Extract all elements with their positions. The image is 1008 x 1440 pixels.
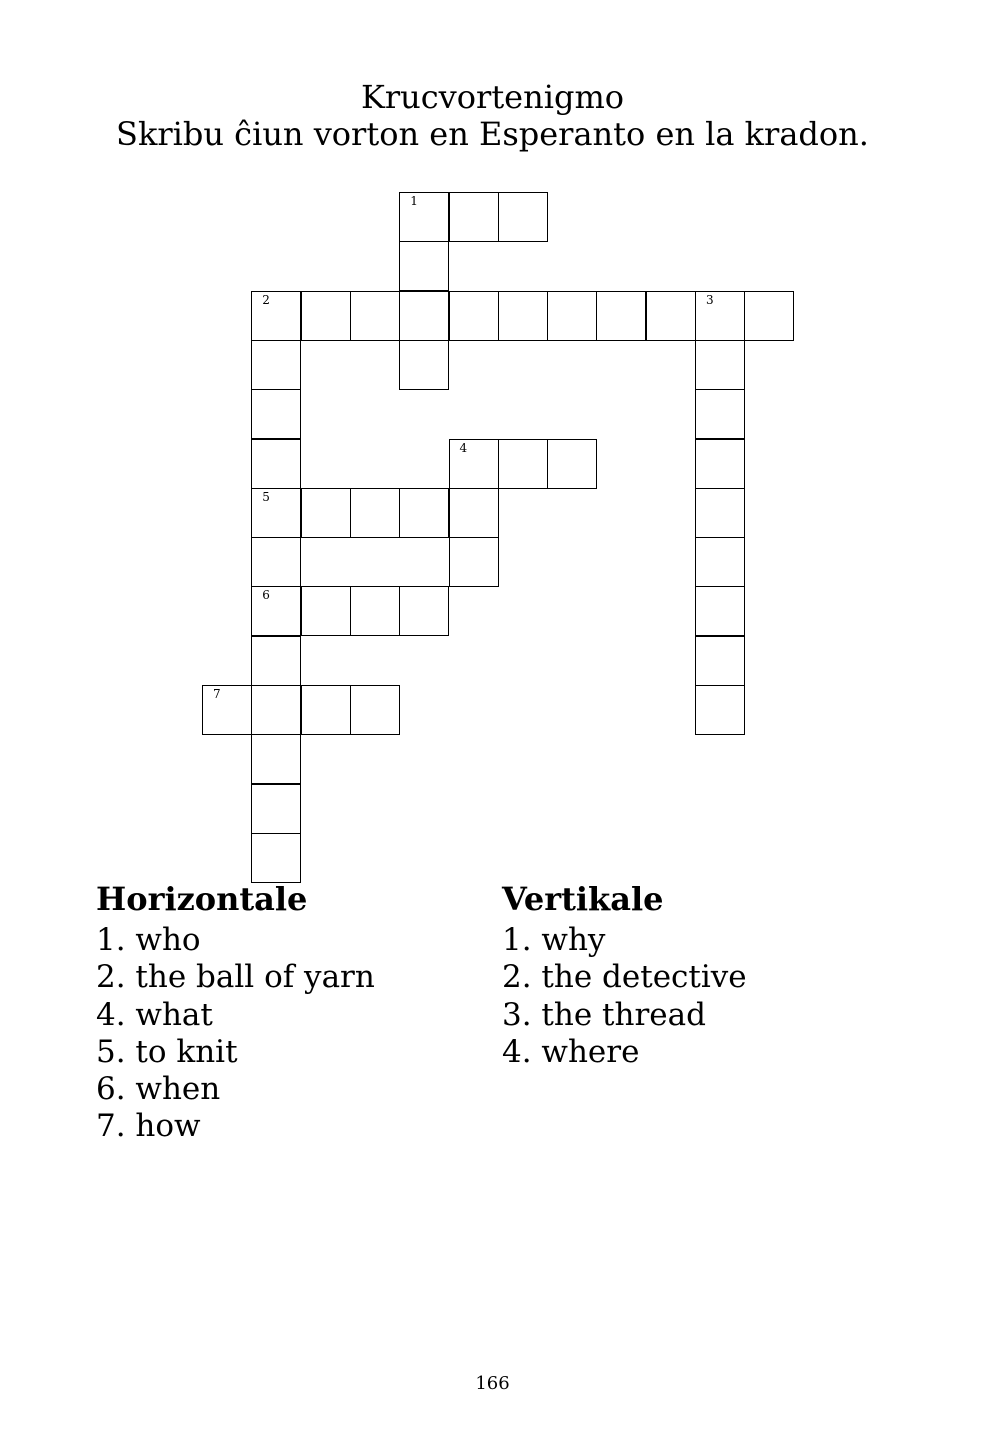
crossword-cell[interactable] [596, 291, 646, 341]
crossword-cell[interactable] [744, 291, 794, 341]
crossword-cell[interactable] [350, 488, 400, 538]
down-clues [502, 880, 747, 1071]
crossword-cell[interactable] [399, 241, 449, 291]
across-clue: 2. the ball of yarn [96, 959, 375, 996]
crossword-cell[interactable] [251, 685, 301, 735]
across-clues [96, 880, 375, 1146]
down-heading: Vertikale [502, 880, 664, 918]
crossword-cell[interactable] [301, 685, 351, 735]
across-clue: 1. who [96, 922, 201, 958]
crossword-cell[interactable] [251, 488, 301, 538]
clue-number: 4 [459, 440, 468, 455]
crossword-cell[interactable] [251, 734, 301, 784]
crossword-cell[interactable] [498, 439, 548, 489]
crossword-cell[interactable] [695, 537, 745, 587]
crossword-cell[interactable] [449, 439, 499, 489]
crossword-cell[interactable] [399, 488, 449, 538]
down-clue: 2. the detective [502, 959, 747, 996]
crossword-cell[interactable] [695, 291, 745, 341]
crossword-cell[interactable] [695, 685, 745, 735]
across-clue: 6. when [96, 1071, 221, 1108]
clue-number: 7 [213, 687, 221, 701]
crossword-cell[interactable] [547, 439, 597, 489]
crossword-cell[interactable] [350, 291, 400, 341]
clue-number: 3 [706, 292, 714, 307]
across-heading: Horizontale [96, 880, 308, 918]
crossword-cell[interactable] [449, 192, 499, 242]
crossword-cell[interactable] [251, 291, 301, 341]
crossword-cell[interactable] [695, 636, 745, 686]
crossword-cell[interactable] [695, 389, 745, 439]
clue-number: 6 [262, 588, 270, 603]
crossword-cell[interactable] [251, 636, 301, 686]
clue-number: 1 [410, 194, 418, 208]
crossword-cell[interactable] [350, 586, 400, 636]
across-clue: 4. what [96, 996, 213, 1033]
crossword-cell[interactable] [399, 192, 449, 242]
down-clue: 3. the thread [502, 996, 706, 1033]
crossword-cell[interactable] [301, 291, 351, 341]
crossword-cell[interactable] [449, 488, 499, 538]
crossword-cell[interactable] [695, 488, 745, 538]
crossword-cell[interactable] [695, 340, 745, 390]
crossword-cell[interactable] [251, 586, 301, 636]
crossword-cell[interactable] [547, 291, 597, 341]
crossword-cell[interactable] [646, 291, 696, 341]
crossword-cell[interactable] [498, 192, 548, 242]
crossword-cell[interactable] [202, 685, 252, 735]
crossword-cell[interactable] [399, 291, 449, 341]
crossword-cell[interactable] [251, 439, 301, 489]
crossword-cell[interactable] [301, 488, 351, 538]
crossword-cell[interactable] [498, 291, 548, 341]
crossword-cell[interactable] [695, 586, 745, 636]
crossword-cell[interactable] [399, 586, 449, 636]
across-clue: 5. to knit [96, 1033, 238, 1070]
crossword-cell[interactable] [251, 833, 301, 883]
page-number: 166 [475, 1373, 510, 1394]
crossword-cell[interactable] [251, 784, 301, 834]
clue-number: 5 [262, 489, 270, 504]
crossword-cell[interactable] [251, 537, 301, 587]
crossword-cell[interactable] [251, 340, 301, 390]
crossword-cell[interactable] [449, 291, 499, 341]
puzzle-title: Krucvortenigmo [360, 78, 625, 116]
crossword-cell[interactable] [251, 389, 301, 439]
clue-number: 2 [262, 292, 270, 307]
crossword-cell[interactable] [695, 439, 745, 489]
across-clue: 7. how [96, 1108, 201, 1145]
crossword-cell[interactable] [301, 586, 351, 636]
crossword-cell[interactable] [350, 685, 400, 735]
down-clue: 1. why [502, 922, 606, 958]
crossword-cell[interactable] [449, 537, 499, 587]
down-clue: 4. where [502, 1033, 640, 1070]
puzzle-instructions: Skribu ĉiun vorton en Esperanto en la kradon. [116, 115, 869, 153]
crossword-cell[interactable] [399, 340, 449, 390]
